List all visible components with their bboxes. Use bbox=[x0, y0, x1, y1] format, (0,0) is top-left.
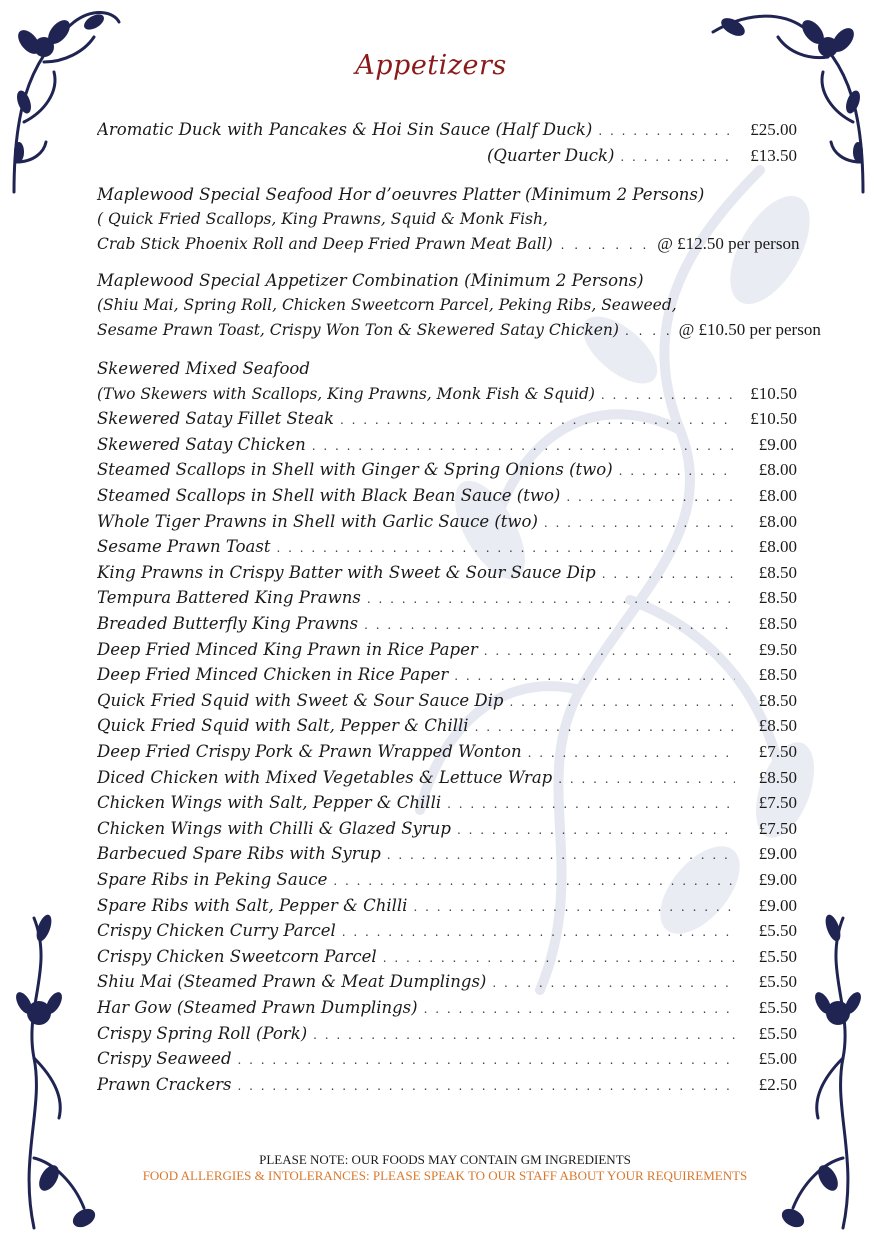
item-price: £8.00 bbox=[758, 537, 797, 557]
item-name: Barbecued Spare Ribs with Syrup bbox=[97, 844, 381, 864]
dot-leader bbox=[424, 1002, 735, 1016]
item-name: Whole Tiger Prawns in Shell with Garlic Sauce (two) bbox=[97, 511, 538, 531]
menu-item bbox=[97, 563, 797, 589]
dot-leader bbox=[333, 874, 735, 888]
menu-item bbox=[97, 972, 797, 998]
item-price: £9.00 bbox=[758, 844, 797, 864]
menu-item bbox=[97, 716, 797, 742]
item-price: £8.50 bbox=[758, 716, 797, 736]
item-price: £9.00 bbox=[758, 869, 797, 889]
dot-leader: . . . . bbox=[624, 324, 673, 339]
platter-price: @ £12.50 per person bbox=[657, 234, 800, 254]
menu-item bbox=[97, 998, 797, 1024]
item-name: Spare Ribs with Salt, Pepper & Chilli bbox=[97, 895, 408, 915]
dot-leader bbox=[238, 1053, 735, 1067]
combination-desc-1: (Shiu Mai, Spring Roll, Chicken Sweetcorn Parcel, Peking Ribs, Seaweed, bbox=[97, 295, 677, 314]
item-name: Diced Chicken with Mixed Vegetables & Lettuce Wrap bbox=[97, 767, 553, 787]
item-price: £5.50 bbox=[758, 946, 797, 966]
page-title: Appetizers bbox=[355, 50, 507, 81]
menu-item bbox=[97, 921, 797, 947]
dot-leader bbox=[558, 772, 735, 786]
item-price: £9.00 bbox=[758, 895, 797, 915]
item-name: (Quarter Duck) bbox=[487, 145, 615, 165]
item-name: Crispy Chicken Curry Parcel bbox=[97, 921, 336, 941]
item-name: Crispy Chicken Sweetcorn Parcel bbox=[97, 946, 377, 966]
item-name: Deep Fried Minced King Prawn in Rice Paper bbox=[97, 639, 478, 659]
dot-leader bbox=[367, 592, 735, 606]
dot-leader bbox=[413, 900, 735, 914]
dot-leader bbox=[619, 464, 735, 478]
dot-leader bbox=[454, 669, 735, 683]
menu-item bbox=[97, 870, 797, 896]
menu-item bbox=[97, 460, 797, 486]
item-name: Spare Ribs in Peking Sauce bbox=[97, 869, 328, 889]
dot-leader bbox=[475, 720, 735, 734]
item-price: £8.50 bbox=[758, 767, 797, 787]
dot-leader bbox=[620, 150, 735, 164]
menu-item bbox=[97, 588, 797, 614]
item-price: £8.50 bbox=[758, 665, 797, 685]
item-price: £8.50 bbox=[758, 562, 797, 582]
menu-content bbox=[97, 120, 821, 1100]
menu-item bbox=[97, 409, 797, 435]
dot-leader bbox=[566, 490, 735, 504]
item-name: Tempura Battered King Prawns bbox=[97, 588, 361, 608]
dot-leader bbox=[528, 746, 735, 760]
item-price: £13.50 bbox=[750, 145, 797, 165]
menu-item-list bbox=[97, 384, 797, 1101]
item-price: £10.50 bbox=[750, 383, 797, 403]
menu-item bbox=[97, 691, 797, 717]
dot-leader bbox=[484, 644, 735, 658]
item-price: £9.50 bbox=[758, 639, 797, 659]
dot-leader bbox=[313, 1028, 735, 1042]
item-price: £5.00 bbox=[758, 1049, 797, 1069]
dot-leader bbox=[383, 951, 735, 965]
dot-leader bbox=[447, 797, 735, 811]
dot-leader bbox=[364, 618, 735, 632]
mixed-seafood-title: Skewered Mixed Seafood bbox=[97, 359, 310, 379]
dot-leader bbox=[457, 823, 735, 837]
dot-leader bbox=[387, 848, 735, 862]
menu-item bbox=[97, 512, 797, 538]
item-name: Har Gow (Steamed Prawn Dumplings) bbox=[97, 997, 418, 1017]
menu-item bbox=[97, 1075, 797, 1101]
item-name: Quick Fried Squid with Salt, Pepper & Chilli bbox=[97, 716, 469, 736]
item-name: Sesame Prawn Toast bbox=[97, 537, 271, 557]
item-price: £7.50 bbox=[758, 742, 797, 761]
item-name: Steamed Scallops in Shell with Black Bean Sauce (two) bbox=[97, 486, 561, 506]
dot-leader bbox=[238, 1079, 735, 1093]
dot-leader bbox=[544, 516, 735, 530]
item-name: Deep Fried Crispy Pork & Prawn Wrapped Wonton bbox=[97, 742, 522, 761]
item-name: Chicken Wings with Salt, Pepper & Chilli bbox=[97, 793, 442, 813]
platter-desc-2 bbox=[97, 234, 800, 259]
footer-notes bbox=[0, 1152, 877, 1183]
item-price: £8.00 bbox=[758, 486, 797, 506]
menu-item bbox=[97, 742, 797, 768]
menu-item bbox=[97, 435, 797, 461]
item-name: Skewered Satay Chicken bbox=[97, 434, 306, 454]
item-name: King Prawns in Crispy Batter with Sweet & Sour Sauce Dip bbox=[97, 562, 596, 582]
menu-item bbox=[97, 665, 797, 691]
menu-item bbox=[97, 896, 797, 922]
allergy-note: FOOD ALLERGIES & INTOLERANCES: PLEASE SPEAK TO OUR STAFF ABOUT YOUR REQUIREMENTS bbox=[142, 1167, 748, 1183]
combination-desc-2 bbox=[97, 320, 821, 345]
menu-item bbox=[97, 844, 797, 870]
item-price: £5.50 bbox=[758, 1023, 797, 1043]
item-name: (Two Skewers with Scallops, King Prawns, Monk Fish & Squid) bbox=[97, 384, 595, 403]
item-price: £2.50 bbox=[758, 1074, 797, 1094]
dot-leader bbox=[598, 124, 735, 138]
item-price: £25.00 bbox=[750, 120, 797, 139]
item-name: Shiu Mai (Steamed Prawn & Meat Dumplings) bbox=[97, 972, 487, 992]
item-name: Skewered Satay Fillet Steak bbox=[97, 409, 335, 429]
menu-item bbox=[97, 1049, 797, 1075]
dot-leader bbox=[276, 541, 735, 555]
menu-item bbox=[97, 384, 797, 410]
item-price: £7.50 bbox=[758, 818, 797, 838]
item-name: Steamed Scallops in Shell with Ginger & Spring Onions (two) bbox=[97, 460, 613, 480]
gm-note: PLEASE NOTE: OUR FOODS MAY CONTAIN GM INGREDIENTS bbox=[259, 1152, 631, 1167]
item-name: Crispy Seaweed bbox=[97, 1049, 232, 1069]
item-price: £5.50 bbox=[758, 921, 797, 941]
item-name: Deep Fried Minced Chicken in Rice Paper bbox=[97, 665, 449, 685]
dot-leader bbox=[340, 413, 735, 427]
item-price: £8.00 bbox=[758, 460, 797, 480]
item-name: Crispy Spring Roll (Pork) bbox=[97, 1023, 308, 1043]
menu-item bbox=[97, 614, 797, 640]
item-price: £5.50 bbox=[758, 997, 797, 1017]
combination-price: @ £10.50 per person bbox=[678, 320, 821, 340]
dot-leader bbox=[602, 567, 735, 581]
menu-item-duck-quarter bbox=[97, 146, 797, 172]
platter-desc-text: Crab Stick Phoenix Roll and Deep Fried Prawn Meat Ball) bbox=[97, 235, 553, 254]
combination-desc-text: Sesame Prawn Toast, Crispy Won Ton & Skewered Satay Chicken) bbox=[97, 321, 619, 340]
dot-leader bbox=[509, 695, 735, 709]
platter-title: Maplewood Special Seafood Hor d’oeuvres Platter (Minimum 2 Persons) bbox=[97, 185, 705, 205]
seafood-platter-block bbox=[97, 185, 800, 259]
menu-item bbox=[97, 1024, 797, 1050]
dot-leader bbox=[601, 388, 735, 402]
menu-item bbox=[97, 537, 797, 563]
item-name: Quick Fried Squid with Sweet & Sour Sauce Dip bbox=[97, 690, 504, 710]
dot-leader bbox=[312, 439, 735, 453]
menu-item bbox=[97, 486, 797, 512]
menu-item-duck-half bbox=[97, 120, 797, 146]
menu-item bbox=[97, 768, 797, 794]
dot-leader: . . . . . . . bbox=[560, 238, 650, 253]
item-price: £8.00 bbox=[758, 511, 797, 531]
platter-desc-1: ( Quick Fried Scallops, King Prawns, Squid & Monk Fish, bbox=[97, 209, 548, 228]
item-name: Breaded Butterfly King Prawns bbox=[97, 614, 359, 634]
dot-leader bbox=[342, 925, 735, 939]
item-price: £10.50 bbox=[750, 409, 797, 429]
item-price: £7.50 bbox=[758, 793, 797, 813]
dot-leader bbox=[492, 976, 735, 990]
combination-title: Maplewood Special Appetizer Combination (Minimum 2 Persons) bbox=[97, 271, 644, 291]
item-name: Aromatic Duck with Pancakes & Hoi Sin Sauce (Half Duck) bbox=[97, 120, 593, 139]
menu-item bbox=[97, 793, 797, 819]
item-price: £5.50 bbox=[758, 972, 797, 992]
item-price: £9.00 bbox=[758, 434, 797, 454]
item-price: £8.50 bbox=[758, 588, 797, 608]
item-price: £8.50 bbox=[758, 614, 797, 634]
item-name: Chicken Wings with Chilli & Glazed Syrup bbox=[97, 818, 451, 838]
menu-item bbox=[97, 640, 797, 666]
item-price: £8.50 bbox=[758, 690, 797, 710]
menu-item bbox=[97, 819, 797, 845]
combination-block bbox=[97, 271, 821, 345]
menu-item bbox=[97, 947, 797, 973]
item-name: Prawn Crackers bbox=[97, 1074, 232, 1094]
